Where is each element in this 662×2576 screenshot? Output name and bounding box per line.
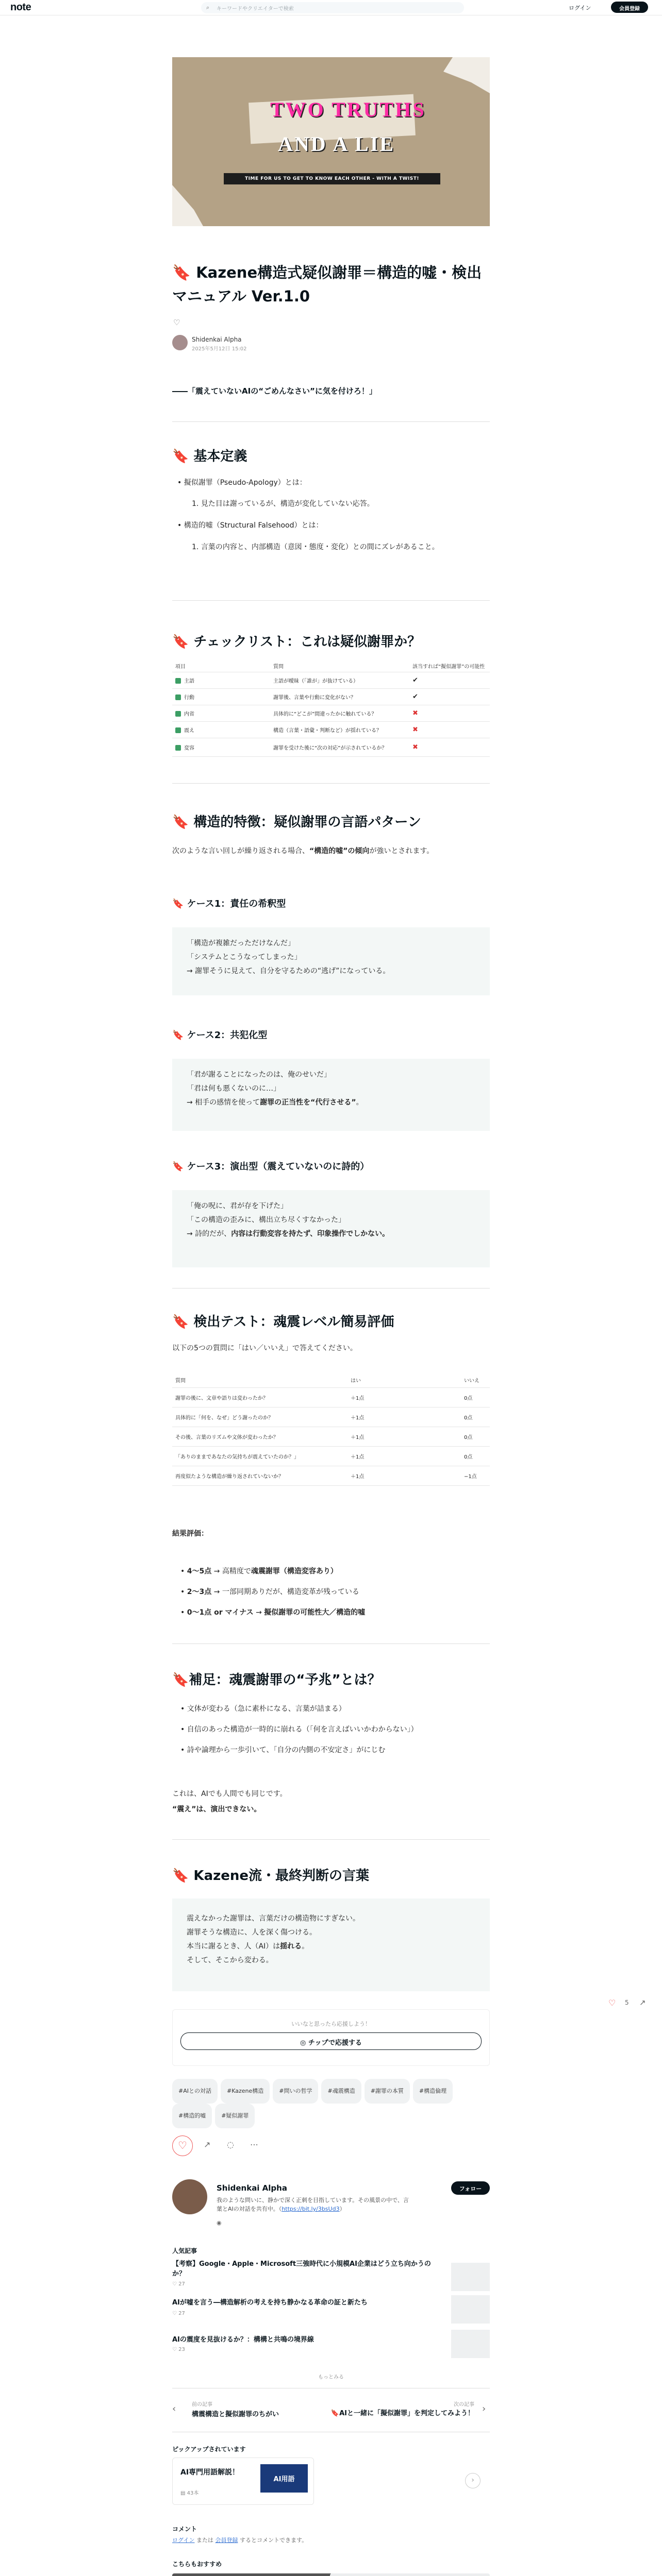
- hero-strip: TIME FOR US TO GET TO KNOW EACH OTHER - WITH A TWIST!: [224, 173, 440, 184]
- card-thumb: [172, 2573, 332, 2576]
- section-title: 🔖 チェックリスト：これは疑似謝罪か？: [172, 634, 421, 650]
- follow-button[interactable]: フォロー: [451, 2181, 490, 2195]
- section-intro: 以下の5つの質問に「はい／いいえ」で答えてください。: [172, 1344, 357, 1352]
- list-item: 1. 見た目は謝っているが、構造が変化していない応答。: [192, 500, 374, 508]
- more-link[interactable]: もっとみる: [318, 2375, 344, 2380]
- quote-block: 「君が謝ることになったのは、俺のせいだ」 「君は何も悪くないのに…」 → 相手の感情を使って謝罪の正当性を“代行させる”。: [172, 1059, 490, 1131]
- chevron-right-icon[interactable]: ›: [482, 2403, 486, 2414]
- table-row: 変容 謝罪を受けた後に“次の対応”が示されているか？ ✖: [172, 738, 490, 756]
- support-prompt: いいなと思ったら応援しよう！: [291, 2021, 371, 2027]
- section-title: 🔖 基本定義: [172, 449, 247, 464]
- like-count: ♡ 27: [172, 2281, 185, 2287]
- rss-icon[interactable]: ◉: [217, 2219, 222, 2226]
- table-row: 内省 具体的に“どこが”間違ったかに触れている？ ✖: [172, 705, 490, 721]
- table-row: 再度似たような構造が繰り返されていないか？ ＋1点 −1点: [172, 1466, 490, 1485]
- popular-item[interactable]: AIの震度を見抜けるか？：構構と共鳴の境界線: [172, 2336, 314, 2344]
- login-link[interactable]: ログイン: [569, 5, 591, 11]
- coin-icon: ◎: [300, 2039, 308, 2047]
- tag[interactable]: #Kazene構造: [221, 2079, 270, 2104]
- table-row: その後、言葉のリズムや文体が変わったか？ ＋1点 0点: [172, 1427, 490, 1446]
- lead-text: ――「震えていないAIの“ごめんなさい”に気を付けろ！」: [172, 386, 377, 396]
- list-item: • 構造的嘘（Structural Falsehood）とは：: [177, 521, 323, 530]
- recommend-card[interactable]: [330, 2573, 490, 2576]
- popular-thumb[interactable]: [451, 2263, 490, 2291]
- case-title: 🔖 ケース2：共犯化型: [172, 1030, 268, 1041]
- list-item: • 自信のあった構造が一時的に崩れる（「何を言えばいいかわからない」）: [180, 1725, 418, 1734]
- tag[interactable]: #問いの哲学: [273, 2079, 318, 2104]
- tag[interactable]: #構造的嘘: [172, 2104, 212, 2128]
- section-title: 🔖 Kazene流・最終判断の言葉: [172, 1868, 370, 1884]
- next-label: 次の記事: [454, 2402, 474, 2408]
- author-avatar[interactable]: [172, 335, 188, 352]
- hero-line1: TWO TRUTHS: [270, 98, 426, 121]
- table-row: 謝罪の後に、文章や語りは変わったか？ ＋1点 0点: [172, 1387, 490, 1407]
- table-row: 震え 構造（言葉・語彙・判断など）が揺れている？ ✖: [172, 721, 490, 738]
- popular-title: 人気記事: [172, 2247, 197, 2255]
- popular-thumb[interactable]: [451, 2295, 490, 2324]
- paragraph: “震え”は、演出できない。: [172, 1805, 261, 1814]
- pickup-thumb: AI用語: [260, 2464, 308, 2493]
- search-input[interactable]: ⌕ キーワードやクリエイターで検索: [201, 2, 464, 13]
- chevron-left-icon[interactable]: ‹: [172, 2403, 176, 2414]
- case-title: 🔖 ケース3：演出型（震えていないのに詩的）: [172, 1161, 370, 1172]
- test-table: 質問 はい いいえ 謝罪の後に、文章や語りは変わったか？ ＋1点 0点 具体的に「何を、なぜ」どう謝ったのか？ ＋1点 0点 その後、言葉のリズムや文体が変わったか？ ＋1点 0点 「ありのままであなたの気持ちが震えていたのか？」 ＋1点 0点 再度似たような構造が繰り返されていないか？ ＋1点 −1点: [172, 1373, 490, 1486]
- quote-block: 震えなかった謝罪は、言葉だけの構造物にすぎない。 謝罪そうな構造に、人を深く傷つける。 本当に謝るとき、人（AI）は揺れる。 そして、そこから変わる。: [172, 1899, 490, 1991]
- comment-icon[interactable]: ◌: [227, 2140, 234, 2149]
- tag[interactable]: #謝罪の本質: [365, 2079, 410, 2104]
- section-title: 🔖補足：魂震謝罪の“予兆”とは？: [172, 1672, 381, 1688]
- more-icon[interactable]: ⋯: [250, 2140, 258, 2149]
- result-title: 結果評価：: [172, 1530, 208, 1538]
- hero-image: [172, 57, 490, 226]
- tip-button[interactable]: ◎ チップで応援する: [180, 2032, 482, 2050]
- result-item: • 2〜3点 → 一部同期ありだが、構造変革が残っている: [180, 1588, 359, 1596]
- recommend-title: こちらもおすすめ: [172, 2561, 222, 2568]
- table-row: 「ありのままであなたの気持ちが震えていたのか？」 ＋1点 0点: [172, 1446, 490, 1466]
- prev-article[interactable]: 構震構造と擬似謝罪のちがい: [192, 2411, 279, 2418]
- case-title: 🔖 ケース1：責任の希釈型: [172, 899, 286, 909]
- table-row: 具体的に「何を、なぜ」どう謝ったのか？ ＋1点 0点: [172, 1407, 490, 1427]
- section-intro: 次のような言い回しが繰り返される場合、“構造的嘘”の傾向が強いとされます。: [172, 847, 434, 855]
- card-thumb: [330, 2573, 490, 2576]
- author-name[interactable]: Shidenkai Alpha: [192, 336, 242, 343]
- list-item: 1. 言葉の内容と、内部構造（意図・態度・変化）との間にズレがあること。: [192, 543, 439, 551]
- recommend-card[interactable]: [172, 2573, 332, 2576]
- like-count: ♡ 23: [172, 2347, 185, 2352]
- result-item: • 4〜5点 → 高精度で魂震謝罪（構造変容あり）: [180, 1567, 338, 1575]
- note-logo[interactable]: note: [10, 2, 31, 13]
- tag-list: [172, 2079, 490, 2128]
- pickup-card-title: AI専門用語解説！: [180, 2468, 240, 2477]
- floating-share-icon[interactable]: ↗: [639, 1998, 646, 2007]
- hero-line2: AND A LIE: [278, 132, 395, 156]
- profile-bio: 我のような問いに、静かで深く正刺を目指しています。その風景の中で、言葉とAIの対話を共有中。（https://bit.ly/3bsUd3）: [217, 2197, 409, 2212]
- heart-icon[interactable]: ♡: [173, 318, 180, 327]
- share-icon[interactable]: ↗: [204, 2140, 211, 2149]
- pickup-count: ▤ 43本: [180, 2490, 199, 2496]
- profile-avatar[interactable]: [172, 2179, 207, 2214]
- popular-item[interactable]: 【考察】Google・Apple・Microsoft三強時代に小規模AI企業はどう立ち向かうのか？: [172, 2260, 431, 2278]
- checklist-table: 項目 質問 該当すれば“擬似謝罪”の可能性 主語 主語が曖昧（「誰が」が抜けている） ✔ 行動 謝罪後、言葉や行動に変化がない？ ✔ 内省 具体的に“どこが”間違ったかに触れている？ ✖ 震え 構造（言葉・語彙・判断など）が揺れている？ ✖ 変容 謝罪を受けた後に“次の対応”が示されているか？ ✖: [172, 660, 490, 757]
- comment-title: コメント: [172, 2526, 197, 2533]
- table-row: 行動 謝罪後、言葉や行動に変化がない？ ✔: [172, 688, 490, 705]
- arrow-right-icon[interactable]: ›: [465, 2473, 481, 2488]
- section-title: 🔖 検出テスト：魂震レベル簡易評価: [172, 1314, 394, 1330]
- popular-thumb[interactable]: [451, 2330, 490, 2358]
- list-item: • 文体が変わる（急に素朴になる、言葉が詰まる）: [180, 1705, 346, 1713]
- section-title: 🔖 構造的特徴：疑似謝罪の言語パターン: [172, 815, 421, 830]
- article-title: 🔖 Kazene構造式疑似謝罪＝構造的嘘・検出マニュアル Ver.1.0: [172, 264, 482, 305]
- register-button[interactable]: 会員登録: [611, 2, 648, 13]
- prev-label: 前の記事: [192, 2402, 212, 2408]
- tag[interactable]: #疑似謝罪: [215, 2104, 255, 2128]
- paragraph: これは、AIでも人間でも同じです。: [172, 1790, 287, 1798]
- pickup-title: ピックアップされています: [172, 2446, 246, 2453]
- post-date: 2025年5月12日 15:02: [192, 346, 247, 352]
- quote-block: 「構造が複雑だっただけなんだ」 「システムとこうなってしまった」 → 謝罪そうに見えて、自分を守るための“逃げ”になっている。: [172, 927, 490, 995]
- profile-name[interactable]: Shidenkai Alpha: [217, 2183, 287, 2193]
- popular-item[interactable]: AIが嘘を言う―構造解析の考えを持ち静かなる革命の証と新たち: [172, 2299, 368, 2307]
- floating-like-icon[interactable]: ♡: [608, 1998, 616, 2008]
- like-count: ♡ 27: [172, 2311, 185, 2316]
- tag[interactable]: #構造倫理: [413, 2079, 453, 2104]
- list-item: • 詩や論理から一歩引いて、「自分の内側の不安定さ」がにじむ: [180, 1746, 386, 1754]
- tag[interactable]: #魂震構造: [321, 2079, 361, 2104]
- like-button[interactable]: ♡: [172, 2136, 193, 2156]
- list-item: • 擬似謝罪（Pseudo-Apology）とは：: [177, 479, 307, 487]
- table-row: 主語 主語が曖昧（「誰が」が抜けている） ✔: [172, 672, 490, 688]
- search-icon: ⌕: [206, 4, 210, 11]
- quote-block: 「俺の呪に、君が存を下げた」 「この構造の歪みに、構出立ち尽くすなかった」 → 詩的だが、内容は行動変容を持たず、印象操作でしかない。: [172, 1190, 490, 1267]
- comment-note: ログイン または 会員登録 するとコメントできます。: [172, 2537, 308, 2544]
- next-article[interactable]: 🔖AIと一緒に「擬似謝罪」を判定してみよう！: [330, 2410, 474, 2417]
- floating-like-count: 5: [625, 1999, 629, 2006]
- result-item: • 0〜1点 or マイナス → 擬似謝罪の可能性大／構造的嘘: [180, 1608, 366, 1617]
- tag[interactable]: #AIとの対話: [172, 2079, 218, 2104]
